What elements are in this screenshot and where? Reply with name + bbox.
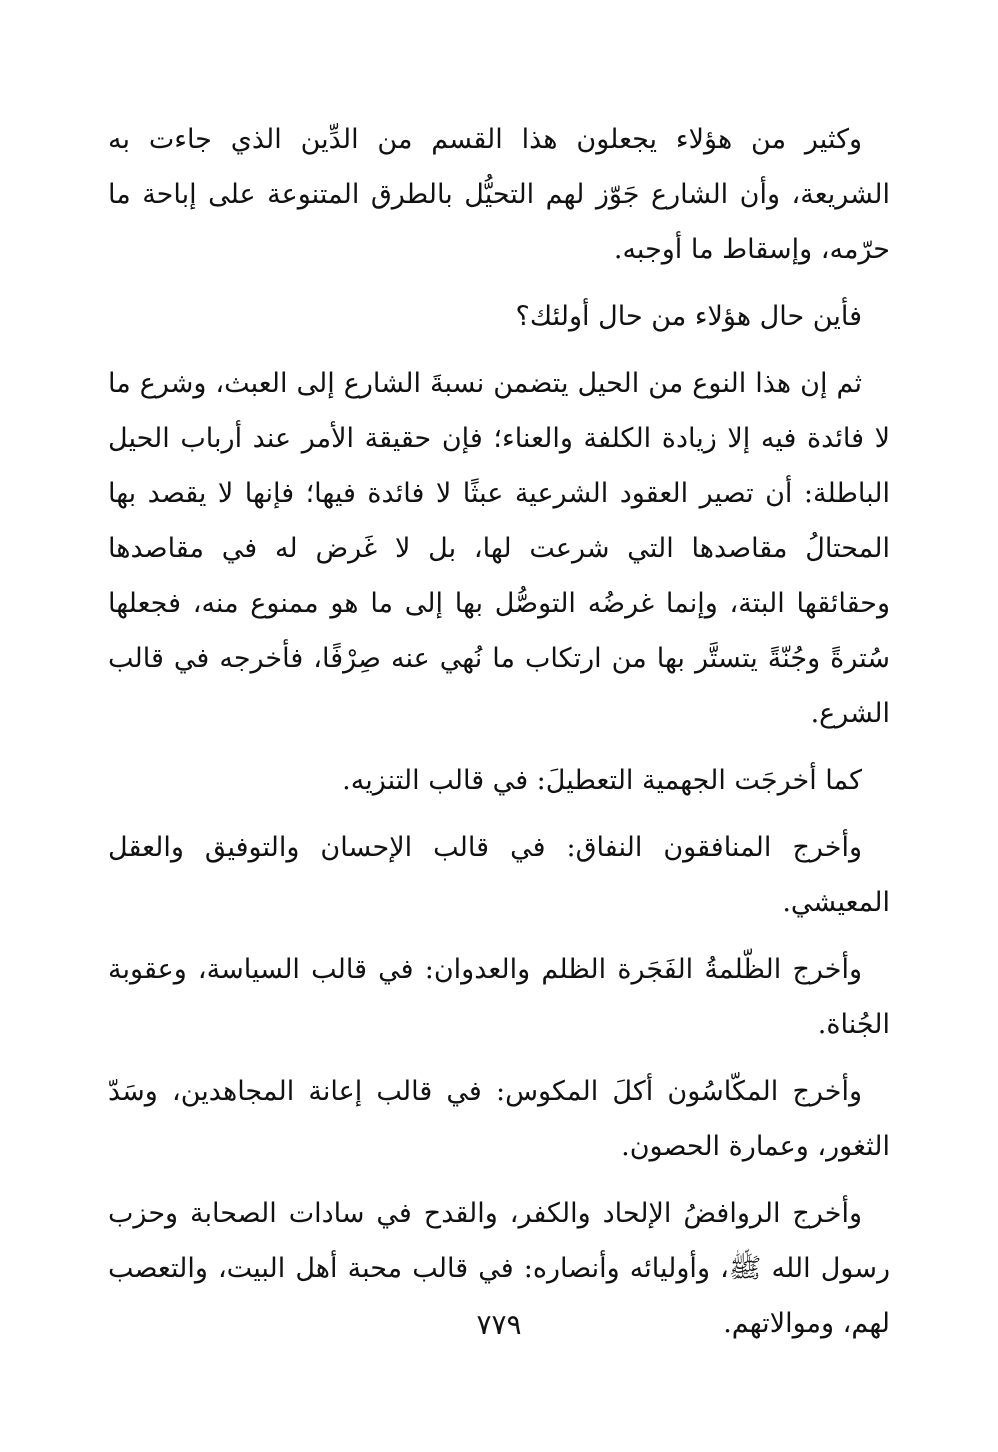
paragraph-2: فأين حال هؤلاء من حال أولئك؟	[515, 301, 862, 332]
paragraph-7: وأخرج المكّاسُون أكلَ المكوس: في قالب إعانة المجاهدين، وسَدّ الثغور، وعمارة الحصون.	[108, 1076, 890, 1162]
paragraph-8: وأخرج الروافضُ الإلحاد والكفر، والقدح في سادات الصحابة وحزب رسول الله ﷺ، وأوليائه وأنصاره: في قالب محبة أهل البيت، والتعصب لهم، وموالاتهم.	[108, 1198, 890, 1339]
page-number: ٧٧٩	[476, 1308, 522, 1341]
paragraph-3: ثم إن هذا النوع من الحيل يتضمن نسبةَ الشارع إلى العبث، وشرع ما لا فائدة فيه إلا زيادة الكلفة والعناء؛ فإن حقيقة الأمر عند أرباب الحيل الباطلة: أن تصير العقود الشرعية عبثًا لا فائدة فيها؛ فإنها لا يقصد بها المحتالُ مقاصدها التي شرعت لها، بل لا غَرض له في مقاصدها وحقائقها البتة، وإنما غرضُه التوصُّل بها إلى ما هو ممنوع منه، فجعلها سُترةً وجُنّةً يتستَّر بها من ارتكاب ما نُهي عنه صِرْفًا، فأخرجه في قالب الشرع.	[108, 368, 890, 729]
paragraph-6: وأخرج الظّلمةُ الفَجَرة الظلم والعدوان: في قالب السياسة، وعقوبة الجُناة.	[108, 954, 890, 1040]
paragraph-5: وأخرج المنافقون النفاق: في قالب الإحسان والتوفيق والعقل المعيشي.	[108, 832, 890, 918]
paragraph-4: كما أخرجَت الجهمية التعطيلَ: في قالب التنزيه.	[342, 765, 862, 796]
page-body	[108, 112, 890, 1363]
paragraph-1: وكثير من هؤلاء يجعلون هذا القسم من الدِّين الذي جاءت به الشريعة، وأن الشارع جَوّز لهم التحيُّل بالطرق المتنوعة على إباحة ما حرّمه، وإسقاط ما أوجبه.	[108, 124, 890, 265]
